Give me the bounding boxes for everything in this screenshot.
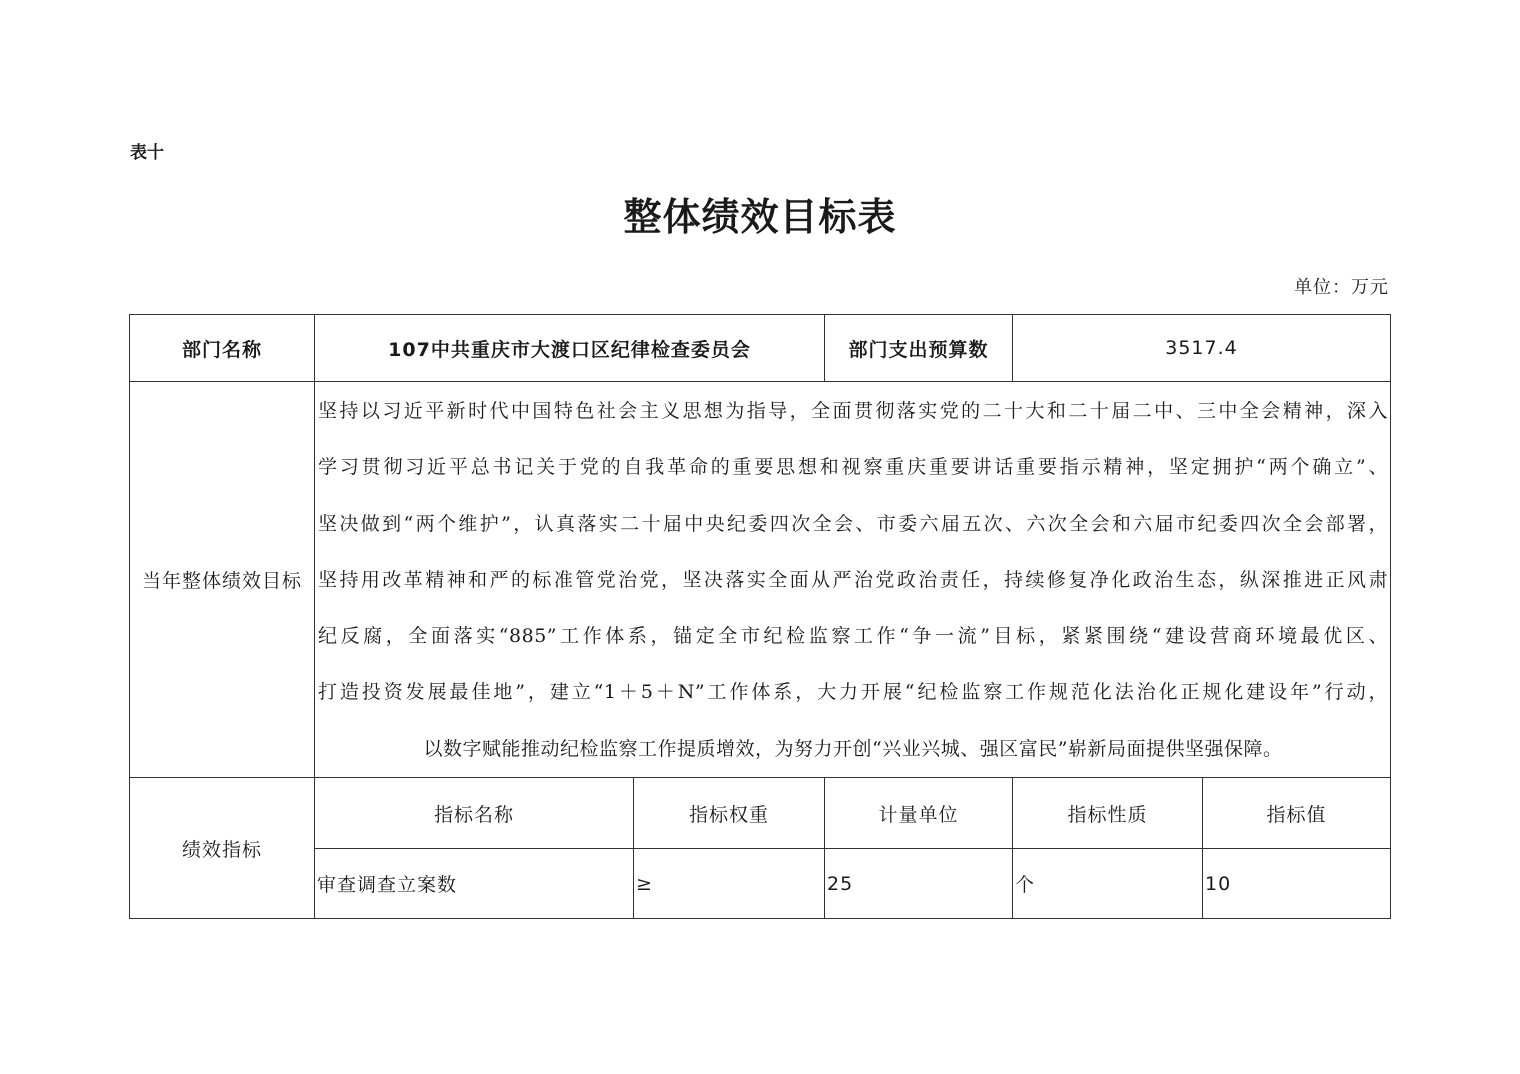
goal-line: 纪反腐，全面落实“885”工作体系，锚定全市纪检监察工作“争一流”目标，紧紧围绕“建设营商环境最优区、 — [318, 625, 1388, 648]
header-indicator-weight: 指标权重 — [688, 803, 769, 826]
goal-line: 以数字赋能推动纪检监察工作提质增效，为努力开创“兴业兴城、强区富民”崭新局面提供坚强保障。 — [423, 737, 1283, 760]
annual-goal-label: 当年整体绩效目标 — [141, 570, 302, 592]
header-indicator-name: 指标名称 — [433, 803, 514, 826]
row-divider — [130, 381, 1390, 382]
indicator-nature-cell: 个 — [1015, 874, 1036, 896]
header-unit: 计量单位 — [878, 803, 959, 826]
unit-label: 单位：万元 — [1294, 277, 1389, 298]
goal-line: 坚持以习近平新时代中国特色社会主义思想为指导，全面贯彻落实党的二十大和二十届二中、三中全会精神，深入 — [318, 400, 1388, 422]
department-name-value: 107中共重庆市大渡口区纪律检查委员会 — [388, 338, 751, 361]
goal-line: 坚持用改革精神和严的标准管党治党，坚决落实全面从严治党政治责任，持续修复净化政治生态，纵深推进正风肃 — [318, 568, 1388, 591]
table-number-label: 表十 — [130, 143, 164, 163]
goal-line: 学习贯彻习近平总书记关于党的自我革命的重要思想和视察重庆重要讲话重要指示精神，坚定拥护“两个确立”、 — [318, 456, 1388, 479]
goal-line: 坚决做到“两个维护”，认真落实二十届中央纪委四次全会、市委六届五次、六次全会和六届市纪委四次全会部署， — [318, 512, 1388, 535]
indicators-label: 绩效指标 — [181, 838, 262, 861]
annual-goal-text — [316, 383, 1390, 777]
budget-value: 3517.4 — [1165, 337, 1238, 359]
indicator-unit-cell: 25 — [827, 872, 854, 895]
budget-label: 部门支出预算数 — [848, 338, 989, 361]
header-indicator-nature: 指标性质 — [1067, 803, 1148, 826]
header-indicator-value: 指标值 — [1266, 803, 1327, 826]
department-name-label: 部门名称 — [181, 338, 262, 361]
goal-line: 打造投资发展最佳地”，建立“1＋5＋N”工作体系，大力开展“纪检监察工作规范化法治化正规化建设年”行动， — [318, 681, 1388, 704]
page-title: 整体绩效目标表 — [623, 194, 897, 239]
indicator-name-cell: 审查调查立案数 — [317, 874, 458, 896]
performance-goal-table — [129, 314, 1391, 919]
indicator-value-cell: 10 — [1205, 872, 1232, 895]
indicator-weight-cell: ≥ — [636, 872, 653, 895]
